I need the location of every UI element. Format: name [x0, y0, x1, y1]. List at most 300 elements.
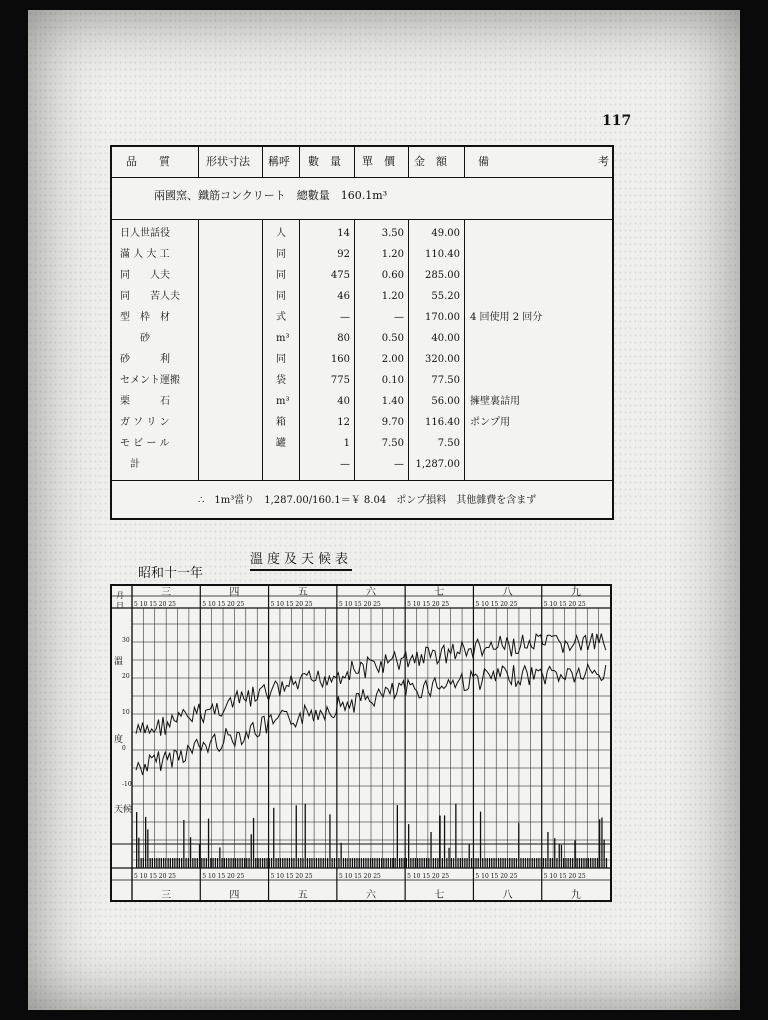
weather-bar: [188, 858, 189, 868]
weather-bar: [399, 858, 400, 868]
day-tick-label: 5 10 15 20 25: [202, 601, 245, 608]
weather-bar: [523, 858, 524, 868]
month-label: 三: [161, 587, 172, 598]
row-item: 砂: [120, 333, 150, 344]
weather-bar: [170, 858, 171, 868]
divider: [354, 147, 355, 177]
weather-bar: [471, 858, 472, 868]
weather-bar: [401, 858, 402, 868]
weather-bar: [172, 858, 173, 868]
weather-bar: [305, 804, 306, 868]
row-item: 計: [120, 459, 140, 470]
weather-bar: [507, 858, 508, 868]
table-row: [112, 412, 612, 433]
weather-bar: [174, 858, 175, 868]
weather-bar: [374, 858, 375, 868]
weather-bar: [437, 858, 438, 868]
weather-bar: [392, 858, 393, 868]
weather-bar: [311, 858, 312, 868]
weather-bar: [498, 858, 499, 868]
weather-bar: [565, 858, 566, 868]
table-row: [112, 286, 612, 307]
weather-bar: [487, 858, 488, 868]
table-row: [112, 244, 612, 265]
row-item: ガ ソ リ ン: [120, 417, 170, 428]
weather-bar: [606, 858, 607, 868]
weather-bar: [345, 858, 346, 868]
weather-bar: [338, 858, 339, 868]
table-subtitle: [112, 177, 612, 220]
weather-bar: [230, 858, 231, 868]
day-tick-label-bottom: 5 10 15 20 25: [134, 873, 176, 880]
weather-bar: [404, 858, 405, 868]
weather-bar: [448, 848, 449, 868]
year-label: 昭和十一年: [138, 566, 204, 581]
weather-bar: [527, 858, 528, 868]
chart-title: 溫度及天候表: [250, 548, 352, 571]
weather-bar: [547, 832, 548, 868]
weather-bar: [442, 858, 443, 868]
weather-bar: [206, 858, 207, 868]
row-amount: 116.40: [425, 417, 460, 428]
row-unit: 袋: [276, 375, 286, 386]
row-qty: 475: [330, 270, 350, 281]
day-tick-label-bottom: 5 10 15 20 25: [270, 873, 313, 880]
row-note: 擁壁裏詰用: [470, 396, 520, 407]
row-qty: 46: [337, 291, 350, 302]
weather-bar: [574, 841, 575, 869]
weather-bar: [233, 858, 234, 868]
weather-bar: [320, 858, 321, 868]
weather-bar: [395, 858, 396, 868]
weather-bar: [316, 858, 317, 868]
weather-bar: [251, 834, 252, 868]
day-tick-label: 5 10 15 20 25: [407, 601, 450, 608]
table-footer: [112, 480, 612, 519]
weather-bar: [226, 858, 227, 868]
weather-bar: [489, 858, 490, 868]
weather-bar: [563, 858, 564, 868]
weather-bar: [269, 858, 270, 868]
day-tick-label: 5 10 15 20 25: [270, 601, 313, 608]
day-tick-label-bottom: 5 10 15 20 25: [202, 873, 245, 880]
row-qty: —: [340, 312, 350, 323]
weather-bar: [390, 858, 391, 868]
weather-bar: [480, 812, 481, 868]
header-shape: 形状寸法: [206, 155, 250, 168]
weather-bar: [417, 858, 418, 868]
weather-bar: [413, 858, 414, 868]
weather-bar: [464, 858, 465, 868]
weather-bar: [307, 858, 308, 868]
weather-bar: [255, 858, 256, 868]
day-tick-label-bottom: 5 10 15 20 25: [543, 873, 586, 880]
weather-bar: [332, 858, 333, 868]
weather-bar: [570, 858, 571, 868]
weather-bar: [572, 858, 573, 868]
weather-bar: [397, 805, 398, 868]
weather-bar: [550, 858, 551, 868]
weather-bar: [235, 858, 236, 868]
weather-bar: [383, 858, 384, 868]
weather-bar: [415, 858, 416, 868]
header-unit: 稱呼: [268, 155, 290, 168]
weather-bar: [475, 858, 476, 868]
weather-bar: [302, 858, 303, 868]
weather-bar: [271, 858, 272, 868]
weather-bar: [212, 858, 213, 868]
temperature-weather-chart: [110, 584, 612, 902]
header-remark-1: 備: [478, 155, 489, 168]
table-row: [112, 328, 612, 349]
header-amount: 金 額: [414, 155, 447, 168]
subtitle-text: 兩國窯、鐵筋コンクリート 總數量 160.1m³: [154, 189, 388, 202]
row-qty: 1: [343, 438, 350, 449]
weather-bar: [138, 838, 139, 868]
row-price: 0.50: [381, 333, 404, 344]
weather-bar: [444, 815, 445, 868]
weather-bar: [208, 819, 209, 868]
footer-text: ∴ 1m³當り 1,287.00/160.1＝￥ 8.04 ポンプ損料 其他雜費を含まず: [198, 495, 537, 506]
weather-bar: [601, 818, 602, 869]
weather-bar: [381, 858, 382, 868]
row-label-month: 月: [116, 591, 124, 600]
weather-bar: [352, 858, 353, 868]
weather-bar: [511, 858, 512, 868]
weather-bar: [421, 858, 422, 868]
row-amount: 170.00: [425, 312, 460, 323]
weather-bar: [194, 858, 195, 868]
month-label: 五: [297, 587, 308, 598]
table-row: [112, 433, 612, 454]
weather-bar: [291, 858, 292, 868]
row-qty: 92: [337, 249, 350, 260]
weather-bar: [150, 858, 151, 868]
weather-bar: [347, 858, 348, 868]
month-label: 九: [570, 587, 581, 598]
weather-bar: [491, 858, 492, 868]
row-item: 日人世話役: [120, 228, 170, 239]
weather-bar: [368, 858, 369, 868]
divider: [408, 147, 409, 177]
row-unit: 同: [276, 270, 286, 281]
weather-bar: [410, 858, 411, 868]
weather-bar: [462, 858, 463, 868]
weather-bar: [460, 858, 461, 868]
weather-bar: [356, 858, 357, 868]
weather-bar: [554, 838, 555, 868]
weather-bar: [219, 847, 220, 868]
weather-bar: [224, 858, 225, 868]
row-unit: 箱: [276, 417, 286, 428]
row-qty: 160: [330, 354, 350, 365]
month-label: 七: [434, 587, 445, 598]
weather-bar: [552, 858, 553, 868]
weather-bar: [280, 858, 281, 868]
weather-bar: [597, 858, 598, 868]
row-item: 同 人夫: [120, 270, 170, 281]
weather-bar: [143, 858, 144, 868]
weather-bar: [386, 858, 387, 868]
weather-bar: [502, 858, 503, 868]
weather-bar: [478, 858, 479, 868]
weather-bar: [361, 858, 362, 868]
weather-bar: [473, 858, 474, 868]
weather-bar: [289, 858, 290, 868]
weather-bar: [242, 858, 243, 868]
weather-bar: [466, 858, 467, 868]
row-amount: 320.00: [425, 354, 460, 365]
row-unit: 罐: [276, 438, 286, 449]
weather-bar: [278, 858, 279, 868]
weather-bar: [293, 858, 294, 868]
weather-bar: [309, 858, 310, 868]
row-unit: 同: [276, 249, 286, 260]
header-remark-2: 考: [598, 155, 609, 168]
chart-frame: [111, 585, 611, 901]
row-qty: 40: [337, 396, 350, 407]
bottom-month-label: 七: [434, 890, 445, 901]
weather-bar: [221, 858, 222, 868]
row-item: 栗 石: [120, 396, 170, 407]
weather-bar: [201, 858, 202, 868]
weather-bar: [273, 808, 274, 868]
weather-bar: [453, 858, 454, 868]
row-unit: 人: [276, 228, 286, 239]
row-price: —: [394, 459, 404, 470]
bottom-month-label: 五: [297, 890, 308, 901]
weather-bar: [457, 858, 458, 868]
weather-bar: [516, 858, 517, 868]
weather-bar: [228, 858, 229, 868]
weather-bar: [314, 858, 315, 868]
row-qty: —: [340, 459, 350, 470]
weather-bar: [275, 858, 276, 868]
weather-bar: [177, 858, 178, 868]
y-tick-label: 20: [122, 673, 130, 680]
row-amount: 55.20: [431, 291, 460, 302]
weather-bar: [296, 805, 297, 868]
row-price: 0.10: [381, 375, 404, 386]
weather-bar: [282, 858, 283, 868]
weather-bar: [581, 858, 582, 868]
weather-bar: [435, 858, 436, 868]
weather-bar: [161, 858, 162, 868]
weather-bar: [168, 858, 169, 868]
weather-bar: [262, 858, 263, 868]
weather-bar: [260, 858, 261, 868]
y-tick-label: -10: [122, 781, 132, 788]
weather-bar: [514, 858, 515, 868]
weather-bar: [433, 858, 434, 868]
weather-bar: [534, 858, 535, 868]
weather-bar: [588, 858, 589, 868]
row-note: 4 回使用 2 回分: [470, 312, 543, 323]
weather-bar: [237, 858, 238, 868]
weather-bar: [595, 858, 596, 868]
row-label-day: 日: [116, 601, 124, 610]
row-item: モ ビ ー ル: [120, 438, 170, 449]
row-amount: 40.00: [431, 333, 460, 344]
table-row: [112, 370, 612, 391]
row-unit: 同: [276, 291, 286, 302]
row-price: —: [394, 312, 404, 323]
weather-bar: [469, 844, 470, 868]
row-price: 0.60: [381, 270, 404, 281]
weather-bar: [350, 858, 351, 868]
weather-bar: [181, 858, 182, 868]
weather-bar: [183, 820, 184, 868]
row-price: 7.50: [381, 438, 404, 449]
header-qty: 數 量: [308, 155, 341, 168]
weather-bar: [559, 844, 560, 868]
row-amount: 7.50: [437, 438, 460, 449]
weather-bar: [145, 817, 146, 868]
row-amount: 285.00: [425, 270, 460, 281]
weather-bar: [372, 858, 373, 868]
weather-bar: [509, 858, 510, 868]
weather-bar: [561, 845, 562, 868]
weather-bar: [264, 858, 265, 868]
weather-bar: [408, 824, 409, 868]
weather-bar: [244, 858, 245, 868]
weather-bar: [406, 858, 407, 868]
month-label: 六: [366, 587, 376, 598]
weather-bar: [365, 858, 366, 868]
weather-bar: [532, 858, 533, 868]
row-price: 3.50: [381, 228, 404, 239]
weather-bar: [159, 858, 160, 868]
weather-bar: [529, 858, 530, 868]
weather-bar: [518, 823, 519, 868]
weather-bar: [329, 814, 330, 868]
row-item: 同 苦人夫: [120, 291, 180, 302]
weather-bar: [141, 858, 142, 868]
weather-bar: [370, 858, 371, 868]
weather-bar: [388, 858, 389, 868]
weather-bar: [556, 858, 557, 868]
row-item: 型 枠 材: [120, 312, 170, 323]
weather-bar: [543, 858, 544, 868]
weather-bar: [525, 858, 526, 868]
row-price: 2.00: [381, 354, 404, 365]
table-row: [112, 223, 612, 244]
bottom-month-label: 九: [570, 890, 581, 901]
table-header: [112, 147, 612, 178]
weather-bar: [590, 858, 591, 868]
table-row: [112, 454, 612, 475]
row-qty: 80: [337, 333, 350, 344]
page-number: 117: [602, 113, 632, 129]
weather-bar: [426, 858, 427, 868]
weather-bar: [496, 858, 497, 868]
weather-bar: [541, 858, 542, 868]
weather-bar: [363, 858, 364, 868]
divider: [262, 147, 263, 177]
weather-bar: [239, 858, 240, 868]
row-qty: 14: [337, 228, 350, 239]
row-item: セメント運搬: [120, 375, 180, 386]
weather-bar: [185, 858, 186, 868]
weather-bar: [266, 858, 267, 868]
weather-bar: [482, 858, 483, 868]
weather-bar: [336, 858, 337, 868]
row-item: 滿 人 大 工: [120, 249, 170, 260]
day-tick-label: 5 10 15 20 25: [475, 601, 518, 608]
weather-bar: [197, 858, 198, 868]
weather-bar: [579, 858, 580, 868]
weather-bar: [257, 858, 258, 868]
weather-bar: [430, 832, 431, 868]
weather-bar: [287, 858, 288, 868]
table-row: [112, 265, 612, 286]
row-price: 9.70: [381, 417, 404, 428]
table-row: [112, 307, 612, 328]
row-unit: 式: [276, 312, 286, 323]
weather-bar: [248, 858, 249, 868]
day-tick-label-bottom: 5 10 15 20 25: [475, 873, 518, 880]
weather-bar: [568, 858, 569, 868]
day-tick-label-bottom: 5 10 15 20 25: [407, 873, 450, 880]
divider: [198, 147, 199, 177]
weather-bar: [165, 858, 166, 868]
weather-bar: [538, 858, 539, 868]
weather-bar: [455, 804, 456, 868]
table-row: [112, 391, 612, 412]
row-amount: 1,287.00: [415, 459, 460, 470]
weather-bar: [599, 819, 600, 868]
weather-bar: [298, 858, 299, 868]
weather-bar: [253, 818, 254, 868]
weather-bar: [583, 858, 584, 868]
bottom-month-label: 四: [229, 890, 240, 901]
weather-bar: [577, 858, 578, 868]
bottom-month-label: 八: [502, 890, 513, 901]
weather-bar: [484, 858, 485, 868]
weather-bar: [192, 858, 193, 868]
weather-bar: [246, 858, 247, 868]
row-item: 砂 利: [120, 354, 170, 365]
weather-bar: [323, 858, 324, 868]
row-unit: m³: [276, 333, 290, 344]
weather-bar: [190, 837, 191, 868]
header-quality: 品 質: [126, 155, 170, 168]
bottom-month-label: 三: [161, 890, 172, 901]
weather-bar: [493, 858, 494, 868]
weather-bar: [592, 858, 593, 868]
row-note: ポンプ用: [470, 417, 510, 428]
row-price: 1.20: [381, 249, 404, 260]
y-tick-label: 10: [122, 709, 130, 716]
table-row: [112, 349, 612, 370]
weather-bar: [586, 858, 587, 868]
day-tick-label: 5 10 15 20 25: [543, 601, 586, 608]
bottom-month-label: 六: [366, 890, 376, 901]
day-tick-label-bottom: 5 10 15 20 25: [338, 873, 381, 880]
weather-bar: [203, 858, 204, 868]
weather-bar: [428, 858, 429, 868]
weather-bar: [147, 829, 148, 868]
weather-bar: [154, 858, 155, 868]
row-qty: 775: [330, 375, 350, 386]
weather-bar: [341, 843, 342, 868]
weather-bar: [500, 858, 501, 868]
divider: [299, 147, 300, 177]
row-amount: 56.00: [431, 396, 460, 407]
weather-bar: [424, 858, 425, 868]
left-label-weather: 天候: [114, 805, 133, 815]
weather-bar: [419, 858, 420, 868]
